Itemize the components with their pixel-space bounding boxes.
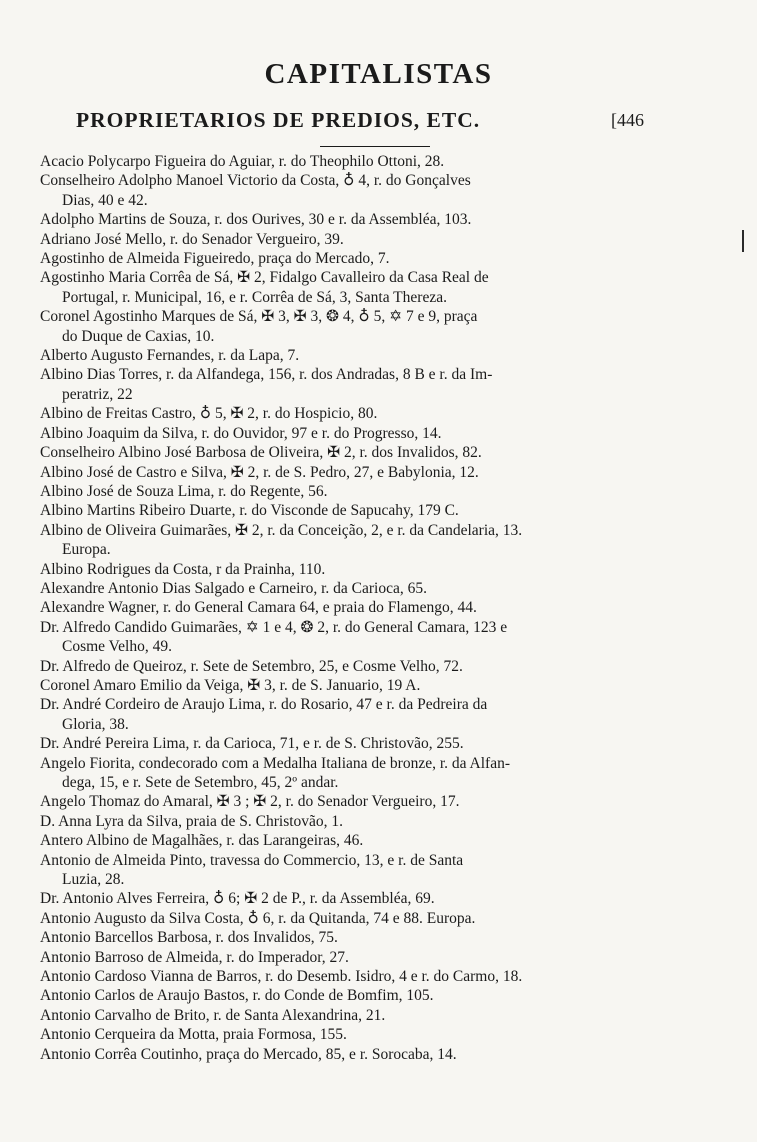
entry-line: Antonio Augusto da Silva Costa, ♁ 6, r. da Quitanda, 74 e 88. Europa. (40, 909, 476, 927)
entry-line: Antonio Corrêa Coutinho, praça do Mercado, 85, e r. Sorocaba, 14. (40, 1045, 457, 1063)
entry-line: Antonio de Almeida Pinto, travessa do Commercio, 13, e r. de Santa (40, 851, 464, 869)
entry-line: Acacio Polycarpo Figueira do Aguiar, r. do Theophilo Ottoni, 28. (40, 153, 445, 170)
entry-line: Albino Rodrigues da Costa, r da Prainha, 110. (40, 560, 326, 578)
directory-entry (40, 521, 680, 560)
entry-line: Albino Dias Torres, r. da Alfandega, 156, r. dos Andradas, 8 B e r. da Im- (40, 366, 493, 384)
directory-entry (40, 1025, 680, 1044)
entry-line: Conselheiro Albino José Barbosa de Oliveira, ✠ 2, r. dos Invalidos, 82. (40, 444, 482, 462)
directory-entry (40, 618, 680, 657)
entry-line: Antonio Carlos de Araujo Bastos, r. do Conde de Bomfim, 105. (40, 987, 434, 1005)
directory-entry (40, 598, 680, 617)
directory-entry (40, 443, 680, 462)
entry-line: Albino de Oliveira Guimarães, ✠ 2, r. da Conceição, 2, e r. da Candelaria, 13. (40, 521, 523, 539)
directory-entry (40, 307, 680, 346)
entry-continuation-line: Cosme Velho, 49. (62, 638, 172, 656)
entry-line: Dr. Alfredo de Queiroz, r. Sete de Setembro, 25, e Cosme Velho, 72. (40, 657, 463, 675)
directory-entry (40, 695, 680, 734)
entry-line: Dr. Alfredo Candido Guimarães, ✡ 1 e 4, ❂ 2, r. do General Camara, 123 e (40, 618, 508, 636)
entry-line: Adolpho Martins de Souza, r. dos Ourives, 30 e r. da Assembléa, 103. (40, 211, 472, 229)
entry-line: Antonio Cardoso Vianna de Barros, r. do Desemb. Isidro, 4 e r. do Carmo, 18. (40, 968, 523, 986)
directory-entry (40, 579, 680, 598)
directory-entry (40, 171, 680, 210)
directory-entry (40, 792, 680, 811)
entry-list (40, 152, 680, 1064)
directory-entry (40, 812, 680, 831)
directory-entry (40, 676, 680, 695)
directory-entry (40, 754, 680, 793)
entry-line: Antonio Barroso de Almeida, r. do Imperador, 27. (40, 948, 349, 966)
entry-line: Antonio Carvalho de Brito, r. de Santa Alexandrina, 21. (40, 1006, 386, 1024)
entry-continuation-line: peratriz, 22 (62, 385, 133, 403)
entry-line: Antero Albino de Magalhães, r. das Larangeiras, 46. (40, 832, 364, 850)
directory-entry (40, 909, 680, 928)
entry-line: Albino José de Souza Lima, r. do Regente, 56. (40, 482, 328, 500)
title-rule (320, 146, 430, 147)
entry-line: Antonio Barcellos Barbosa, r. dos Invalidos, 75. (40, 929, 338, 947)
entry-continuation-line: Portugal, r. Municipal, 16, e r. Corrêa de Sá, 3, Santa Thereza. (62, 288, 447, 306)
directory-entry (40, 967, 680, 986)
page-number: [446 (611, 110, 644, 130)
directory-entry (40, 424, 680, 443)
entry-line: Alexandre Antonio Dias Salgado e Carneiro, r. da Carioca, 65. (40, 579, 427, 597)
directory-entry (40, 928, 680, 947)
entry-continuation-line: Gloria, 38. (62, 715, 129, 733)
directory-entry (40, 734, 680, 753)
entry-continuation-line: Europa. (62, 541, 111, 559)
entry-continuation-line: Luzia, 28. (62, 871, 125, 889)
entry-line: Coronel Amaro Emilio da Veiga, ✠ 3, r. de S. Januario, 19 A. (40, 676, 421, 694)
directory-entry (40, 404, 680, 423)
entry-line: Albino Joaquim da Silva, r. do Ouvidor, 97 e r. do Progresso, 14. (40, 424, 442, 442)
entry-line: Adriano José Mello, r. do Senador Vergueiro, 39. (40, 230, 344, 248)
entry-line: Angelo Fiorita, condecorado com a Medalha Italiana de bronze, r. da Alfan- (40, 754, 510, 772)
entry-line: Albino de Freitas Castro, ♁ 5, ✠ 2, r. do Hospicio, 80. (40, 405, 378, 423)
entry-line: Alexandre Wagner, r. do General Camara 64, e praia do Flamengo, 44. (40, 599, 477, 617)
entry-line: Alberto Augusto Fernandes, r. da Lapa, 7. (40, 347, 300, 365)
directory-entry (40, 268, 680, 307)
entry-line: Coronel Agostinho Marques de Sá, ✠ 3, ✠ 3, ❂ 4, ♁ 5, ✡ 7 e 9, praça (40, 308, 478, 326)
directory-entry (40, 346, 680, 365)
directory-entry (40, 482, 680, 501)
directory-entry (40, 831, 680, 850)
directory-entry (40, 501, 680, 520)
directory-entry (40, 365, 680, 404)
entry-line: Dr. André Cordeiro de Araujo Lima, r. do Rosario, 47 e r. da Pedreira da (40, 696, 488, 714)
page-title: CAPITALISTAS (264, 58, 493, 90)
entry-line: Antonio Cerqueira da Motta, praia Formosa, 155. (40, 1026, 347, 1044)
margin-mark (742, 230, 744, 252)
entry-continuation-line: Dias, 40 e 42. (62, 191, 148, 209)
entry-line: Albino Martins Ribeiro Duarte, r. do Visconde de Sapucahy, 179 C. (40, 502, 459, 520)
directory-entry (40, 560, 680, 579)
directory-entry (40, 463, 680, 482)
directory-entry (40, 851, 680, 890)
directory-entry (40, 210, 680, 229)
page-subtitle: PROPRIETARIOS DE PREDIOS, ETC. (76, 108, 481, 132)
entry-line: Albino José de Castro e Silva, ✠ 2, r. de S. Pedro, 27, e Babylonia, 12. (40, 463, 479, 481)
entry-line: Angelo Thomaz do Amaral, ✠ 3 ; ✠ 2, r. do Senador Vergueiro, 17. (40, 793, 460, 811)
directory-entry (40, 152, 680, 171)
entry-line: Conselheiro Adolpho Manoel Victorio da Costa, ♁ 4, r. do Gonçalves (40, 172, 471, 190)
entry-line: D. Anna Lyra da Silva, praia de S. Christovão, 1. (40, 812, 344, 830)
entry-line: Dr. André Pereira Lima, r. da Carioca, 71, e r. de S. Christovão, 255. (40, 735, 464, 753)
directory-entry (40, 1045, 680, 1064)
directory-entry (40, 986, 680, 1005)
entry-continuation-line: dega, 15, e r. Sete de Setembro, 45, 2º andar. (62, 774, 339, 791)
directory-entry (40, 230, 680, 249)
entry-continuation-line: do Duque de Caxias, 10. (62, 327, 215, 345)
entry-line: Agostinho de Almeida Figueiredo, praça do Mercado, 7. (40, 250, 390, 268)
directory-entry (40, 889, 680, 908)
directory-entry (40, 249, 680, 268)
directory-entry (40, 948, 680, 967)
entry-line: Dr. Antonio Alves Ferreira, ♁ 6; ✠ 2 de P., r. da Assembléa, 69. (40, 890, 435, 908)
directory-entry (40, 1006, 680, 1025)
directory-entry (40, 657, 680, 676)
entry-line: Agostinho Maria Corrêa de Sá, ✠ 2, Fidalgo Cavalleiro da Casa Real de (40, 269, 489, 287)
